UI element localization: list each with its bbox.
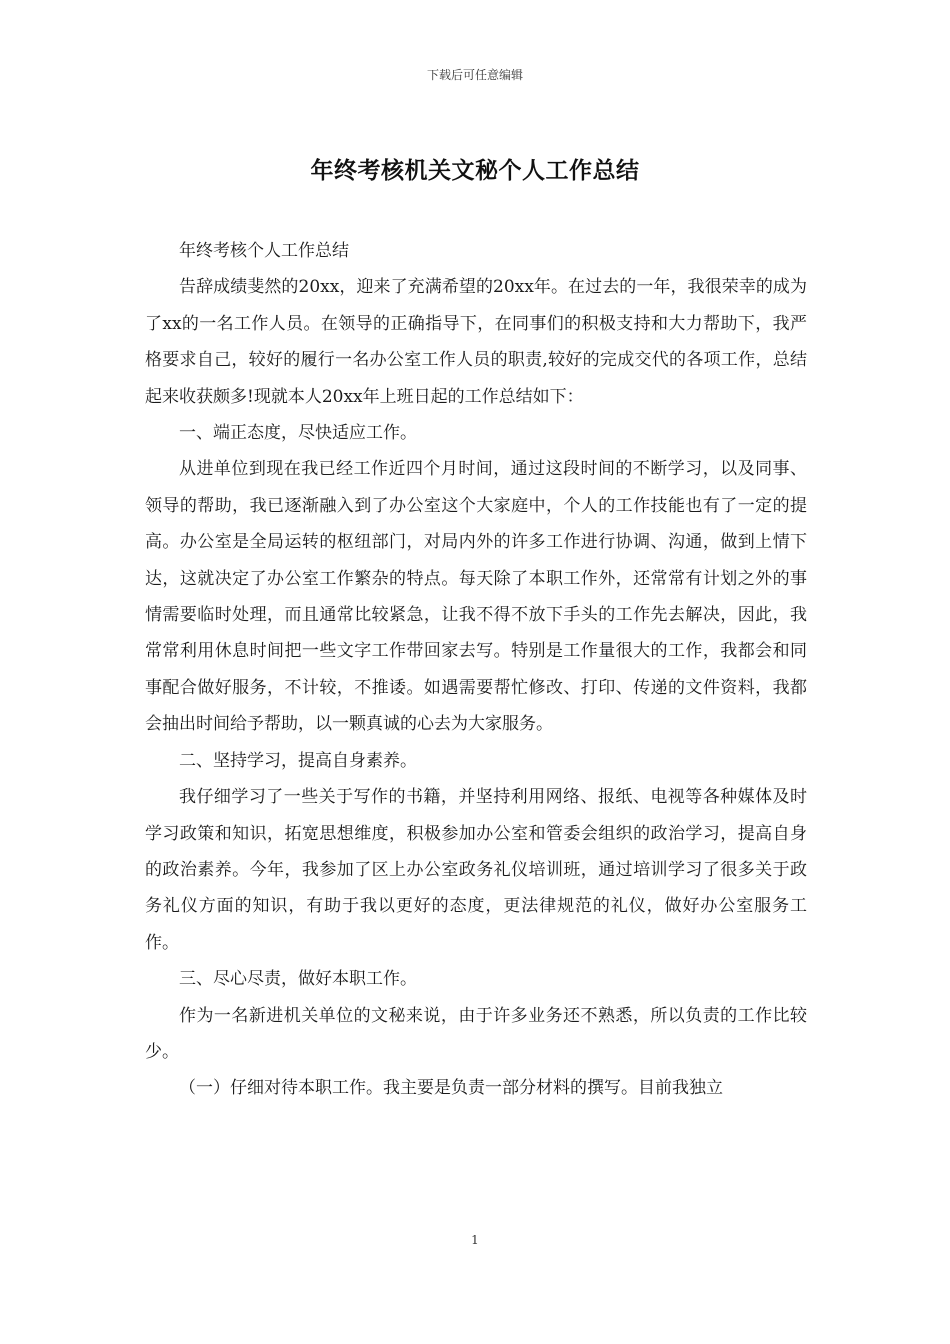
- page-number: 1: [471, 1233, 479, 1247]
- page-header-note: 下载后可任意编辑: [426, 68, 523, 82]
- paragraph-section-3: 作为一名新进机关单位的文秘来说，由于许多业务还不熟悉，所以负责的工作比较少。: [145, 1005, 807, 1062]
- document-title: 年终考核机关文秘个人工作总结: [310, 158, 640, 184]
- section-heading-1: 一、端正态度，尽快适应工作。: [179, 423, 417, 444]
- paragraph-subsection-1: （一）仔细对待本职工作。我主要是负责一部分材料的撰写。目前我独立: [179, 1078, 723, 1099]
- paragraph-section-1: 从进单位到现在我已经工作近四个月时间，通过这段时间的不断学习，以及同事、领导的帮助，我已逐渐融入到了办公室这个大家庭中，个人的工作技能也有了一定的提高。办公室是全局运转的枢纽部门，对局内外的许多工作进行协调、沟通，做到上情下达，这就决定了办公室工作繁杂的特点。每天除了本职工作外，还常常有计划之外的事情需要临时处理，而且通常比较紧急，让我不得不放下手头的工作先去解决，因此，我常常利用休息时间把一些文字工作带回家去写。特别是工作量很大的工作，我都会和同事配合做好服务，不计较，不推诿。如遇需要帮忙修改、打印、传递的文件资料，我都会抽出时间给予帮助，以一颗真诚的心去为大家服务。: [145, 459, 807, 735]
- document-body: [145, 233, 807, 1107]
- paragraph-subtitle: 年终考核个人工作总结: [179, 241, 349, 261]
- section-heading-2: 二、坚持学习，提高自身素养。: [179, 750, 417, 771]
- section-heading-3: 三、尽心尽责，做好本职工作。: [179, 969, 417, 990]
- paragraph-section-2: 我仔细学习了一些关于写作的书籍，并坚持利用网络、报纸、电视等各种媒体及时学习政策和知识，拓宽思想维度，积极参加办公室和管委会组织的政治学习，提高自身的政治素养。今年，我参加了区上办公室政务礼仪培训班，通过培训学习了很多关于政务礼仪方面的知识，有助于我以更好的态度，更法律规范的礼仪，做好办公室服务工作。: [145, 787, 807, 953]
- paragraph-intro: 告辞成绩斐然的20xx，迎来了充满希望的20xx年。在过去的一年，我很荣幸的成为了xx的一名工作人员。在领导的正确指导下，在同事们的积极支持和大力帮助下，我严格要求自己，较好的履行一名办公室工作人员的职责,较好的完成交代的各项工作，总结起来收获颇多!现就本人20xx年上班日起的工作总结如下：: [145, 277, 807, 407]
